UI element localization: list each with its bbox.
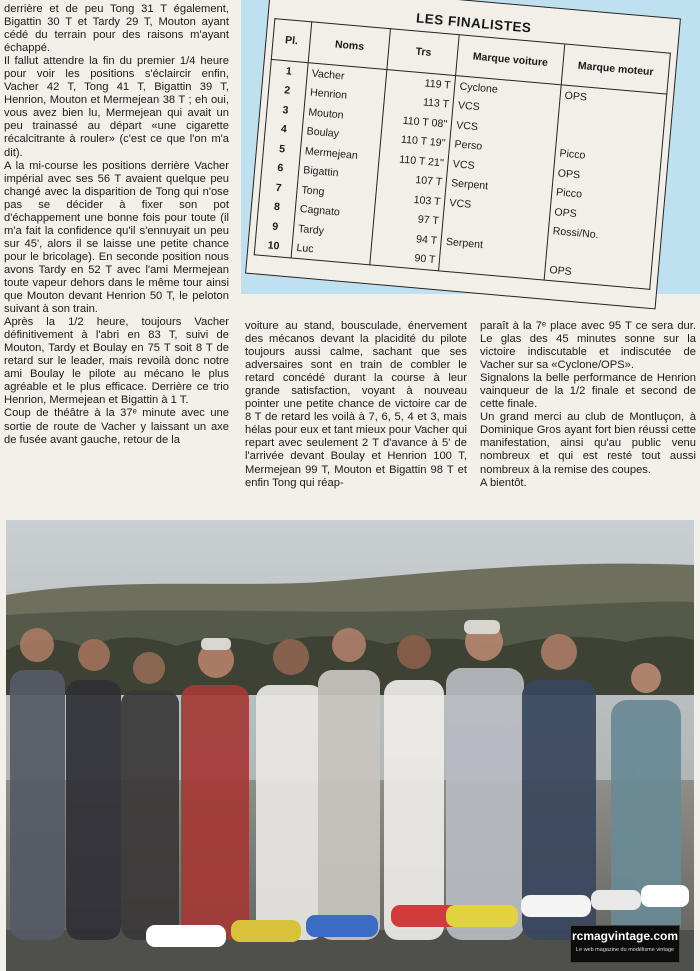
cell-name: Luc xyxy=(291,238,372,265)
cell-engine-brand: OPS xyxy=(549,202,656,231)
cell-car-brand: Serpent xyxy=(446,173,553,202)
cell-place: 9 xyxy=(256,215,295,238)
article-column-2: voiture au stand, bousculade, énervement des mécanos devant la placidité du pilote toujours aussi calme, sachant que ses adversaires sont en train de combler le retard concédé durant la course à leur grande satisfaction, voyant à nouveau pointer une petite chance de victoire car de 8 T de retard les voilà à 7, 6, 5, 4 et 3, mais hélas pour eux et tant mieux pour Vacher qui repart avec seulement 2 T d'avance à 5' de l'arrivée devant Boulay et Henrion 100 T, Mermejean 99 T, Mouton et Bigattin 98 T et enfin Tong qui réap- xyxy=(245,320,467,489)
finalists-table-card xyxy=(245,0,681,309)
cell-laps: 107 T xyxy=(377,167,447,192)
cell-name: Mouton xyxy=(303,102,384,128)
cell-car-brand: Perso xyxy=(449,134,556,163)
cell-place: 6 xyxy=(261,157,300,180)
cell-laps: 110 T 19'' xyxy=(380,128,450,153)
cell-engine-brand: Picco xyxy=(554,144,661,173)
header-trs: Trs xyxy=(387,29,459,76)
header-marque-voiture: Marque voiture xyxy=(456,35,565,85)
cell-engine-brand: OPS xyxy=(544,260,651,289)
cell-laps: 94 T xyxy=(372,226,442,251)
header-marque-moteur: Marque moteur xyxy=(561,44,670,94)
cell-name: Cagnato xyxy=(295,199,376,225)
finalists-title: LES FINALISTES xyxy=(415,10,533,36)
cell-laps: 110 T 08'' xyxy=(382,109,452,134)
cell-laps: 113 T xyxy=(384,90,454,115)
finalists-table xyxy=(254,18,671,290)
cell-place: 4 xyxy=(264,118,303,141)
cell-place: 8 xyxy=(258,196,297,219)
cell-car-brand: VCS xyxy=(444,193,551,222)
cell-name: Bigattin xyxy=(298,160,379,186)
watermark-subtitle: Le web magazine du modélisme vintage xyxy=(575,947,675,953)
cell-engine-brand: Picco xyxy=(551,182,658,211)
cell-place: 1 xyxy=(270,59,309,82)
cell-laps: 103 T xyxy=(375,187,445,212)
cell-place: 7 xyxy=(259,177,298,200)
cell-car-brand: Serpent xyxy=(441,232,548,261)
cell-car-brand: VCS xyxy=(448,154,555,183)
article-column-1: derrière et de peu Tong 31 T également, Bigattin 30 T et Tardy 29 T, Mouton ayant cédé du terrain pour des raisons m'ayant échappé. Il fallut attendre la fin du premier 1/4 heure pour voir les positions s'éclaircir enfin, Vacher 42 T, Tong 41 T, Bigattin 39 T, Henrion, Mouton et Mermejean 38 T ; eh oui, vous avez bien lu, Mermejean qui avait un peu trainassé au départ «une cigarette récalcitrante à rouler» (c'est ce que l'on m'a dit). A la mi-course les positions derrière Vacher impérial avec ses 56 T avaient quelque peu changé avec la disparition de Tong qui n'ose pas se décider à fixer son pot d'échappement une bonne fois pour toute (il m'a fait la confidence qu'il s'ennuyait un peu sur 45', alors il se laisse une petite chance pour le bricolage). En seconde position nous avons Tardy en 52 T avec l'ami Mermejean toute vapeur dehors dans le même tour ainsi que Mouton devant Henrion 50 T, le peloton suivant à son train. Après la 1/2 heure, toujours Vacher définitivement à l'abri en 83 T, suivi de Mouton, Tardy et Boulay en 75 T soit 8 T de retard sur le leader, mais revoilà donc notre ami Boulay le pilote au mécano le plus agréable et le plus efficace. Derrière ce trio Henrion, Mermejean et Bigattin à 1 T. Coup de théâtre à la 37ᵉ minute avec une sortie de route de Vacher y laissant un axe de fusée avant gauche, retour de la xyxy=(4,3,229,446)
cell-name: Tardy xyxy=(293,219,374,245)
group-photo-illustration xyxy=(6,520,694,971)
cell-name: Mermejean xyxy=(300,141,381,167)
cell-laps: 97 T xyxy=(374,206,444,231)
cell-laps: 119 T xyxy=(386,70,456,96)
cell-place: 5 xyxy=(263,138,302,161)
header-noms: Noms xyxy=(308,22,391,70)
cell-name: Tong xyxy=(296,180,377,206)
cell-name: Boulay xyxy=(301,121,382,147)
cell-place: 2 xyxy=(268,79,307,102)
cell-engine-brand: OPS xyxy=(553,163,660,192)
cell-engine-brand: Rossi/No. xyxy=(547,221,654,250)
group-photo xyxy=(6,520,694,971)
cell-car-brand: Cyclone xyxy=(454,76,561,105)
site-watermark xyxy=(570,925,680,963)
header-pl: Pl. xyxy=(271,19,311,63)
cell-name: Henrion xyxy=(305,83,386,109)
cell-place: 3 xyxy=(266,99,305,122)
finalists-box xyxy=(241,0,700,294)
watermark-text: rcmagvintage.com xyxy=(571,929,679,943)
cell-laps: 110 T 21'' xyxy=(379,148,449,173)
cell-name: Vacher xyxy=(306,63,387,90)
cell-car-brand: VCS xyxy=(451,115,558,144)
cell-car-brand: VCS xyxy=(453,96,560,125)
cell-place: 10 xyxy=(254,235,293,258)
cell-engine-brand: OPS xyxy=(559,85,666,114)
article-column-3: paraît à la 7ᵉ place avec 95 T ce sera dur. Le glas des 45 minutes sonne sur la victoire indiscutable et indiscutée de Vacher sur sa «Cyclone/OPS». Signalons la belle performance de Henrion vainqueur de la 1/2 finale et second de cette finale. Un grand merci au club de Montluçon, à Dominique Gros ayant fort bien réussi cette manifestation, ainsi qu'au public venu nombreux et qui est resté tout aussi nombreux à la remise des coupes. A bientôt. xyxy=(480,320,696,489)
cell-laps: 90 T xyxy=(370,245,440,271)
